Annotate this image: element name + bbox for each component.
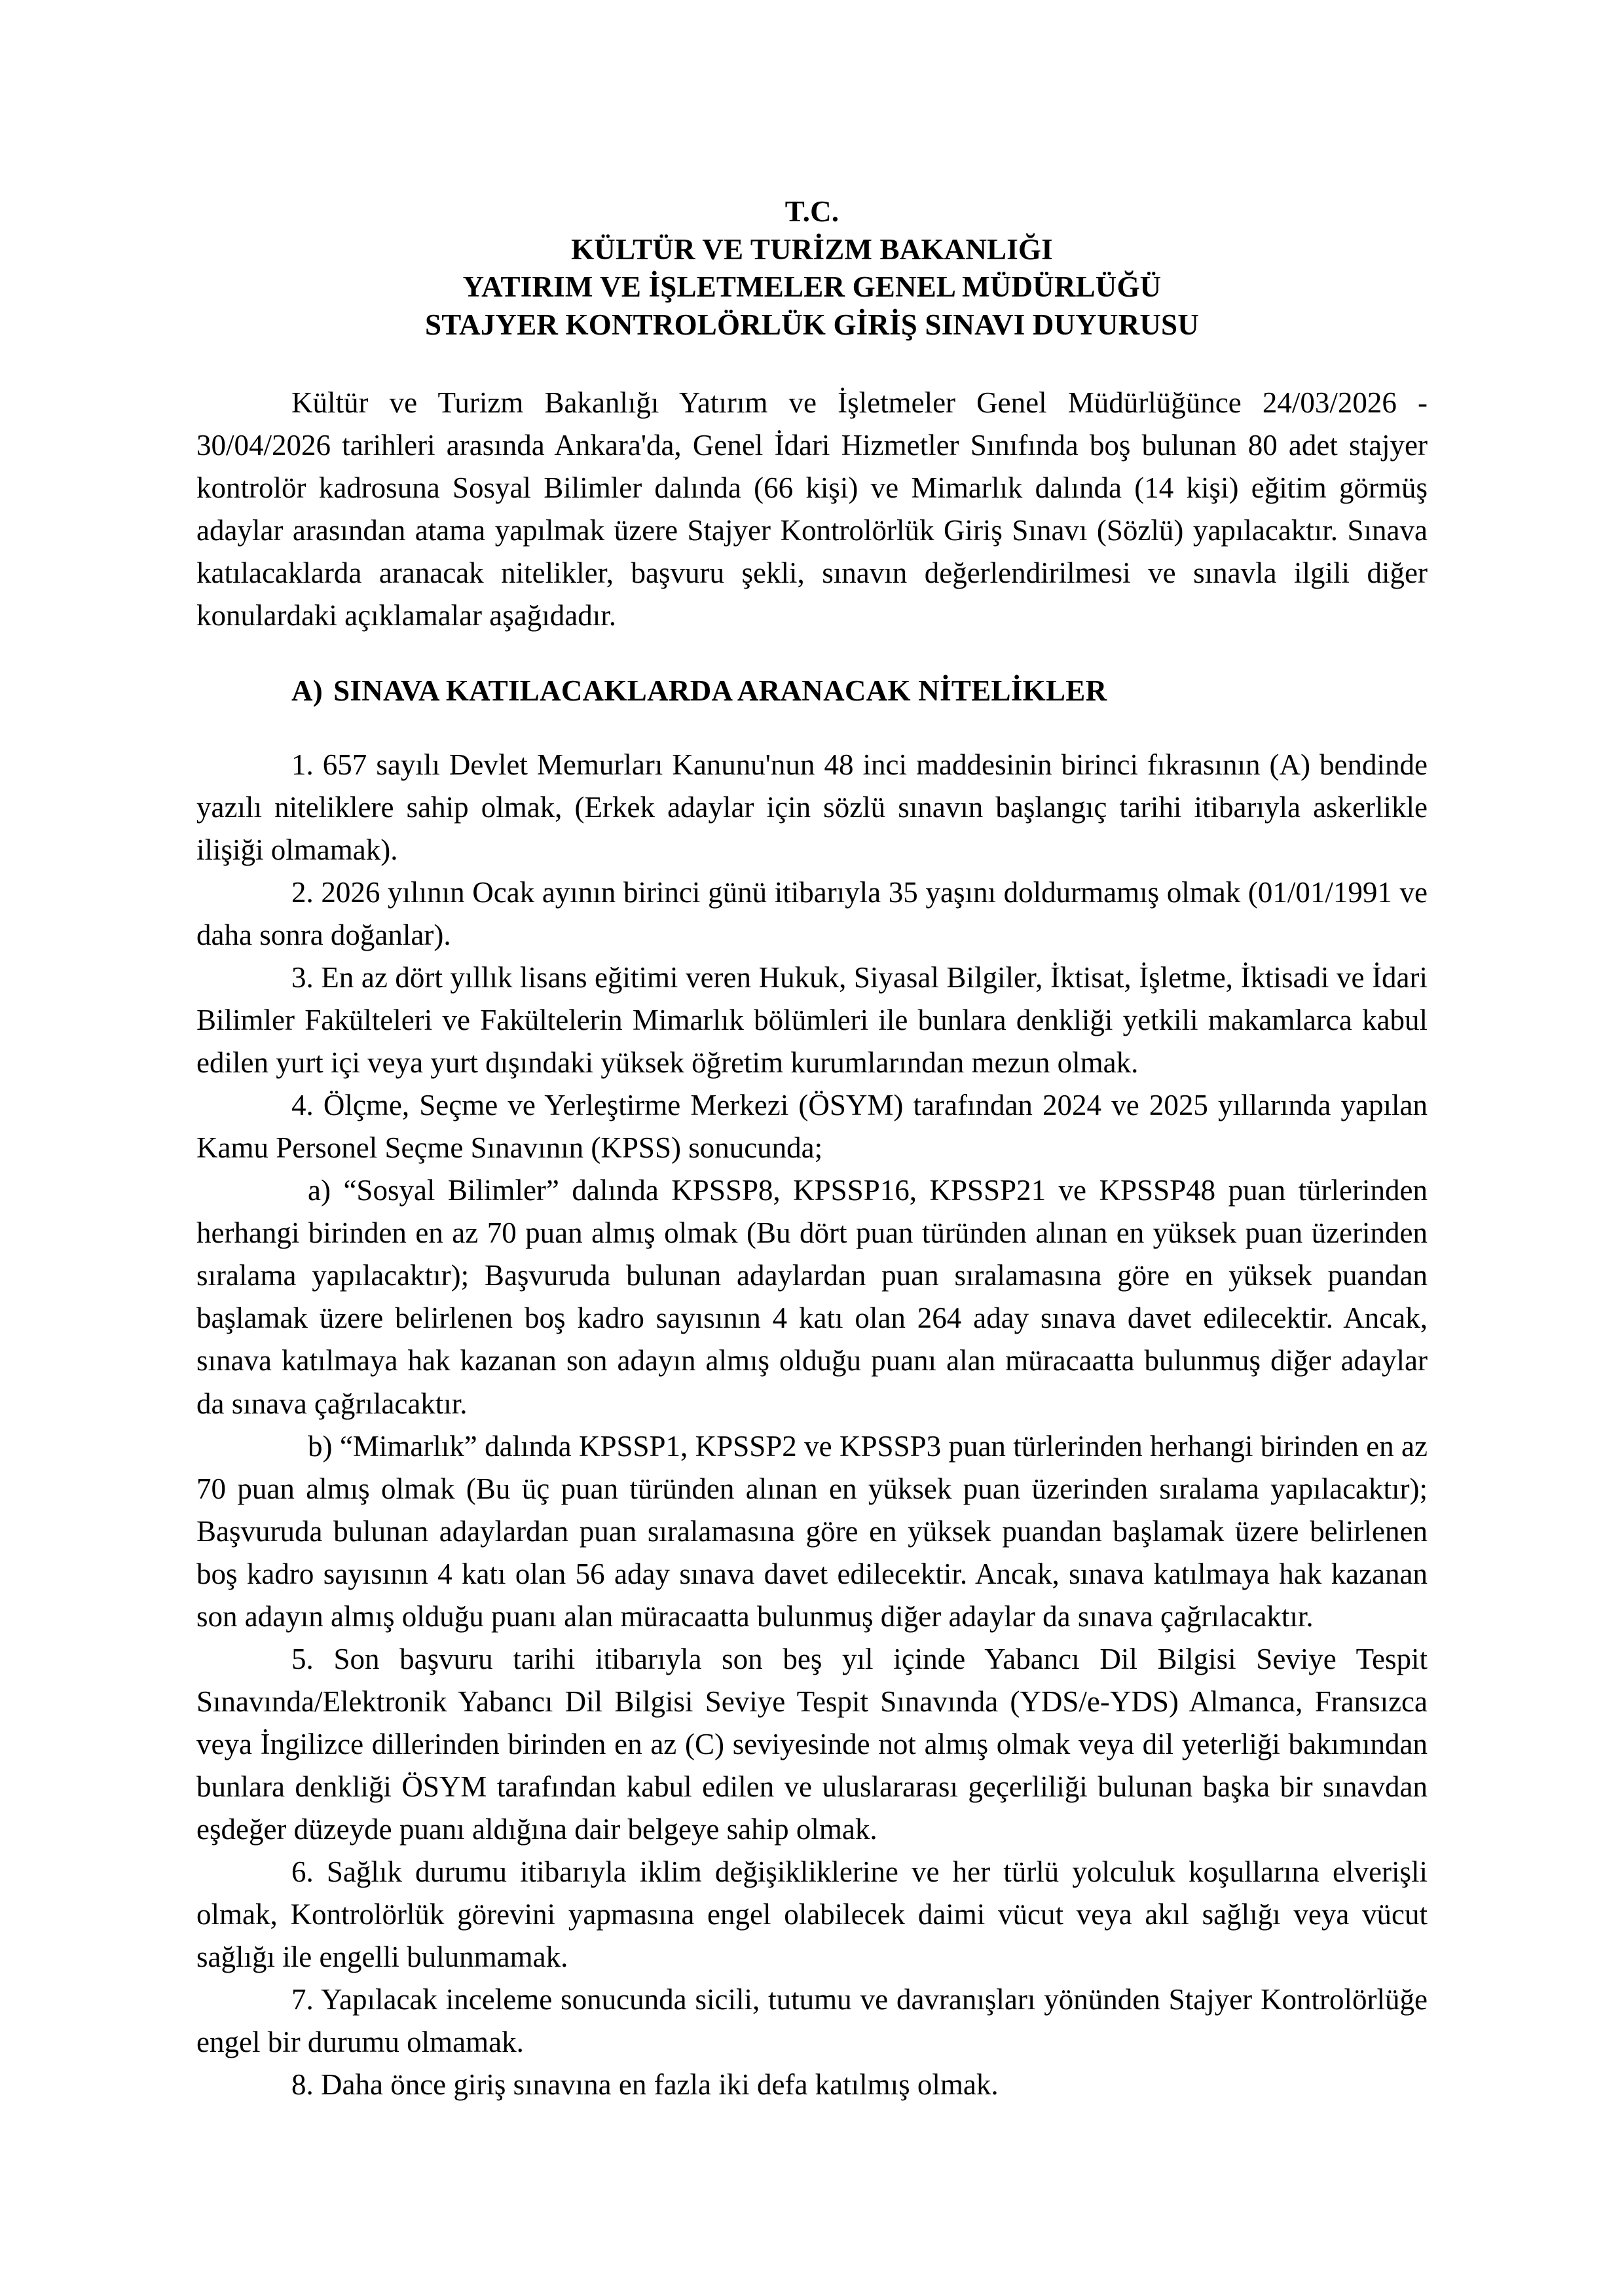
document-title-block — [196, 193, 1428, 344]
requirement-item-2: 2. 2026 yılının Ocak ayının birinci günü itibarıyla 35 yaşını doldurmamış olmak (01/01/1991 ve daha sonra doğanlar). — [196, 876, 1428, 952]
title-line-announcement: STAJYER KONTROLÖRLÜK GİRİŞ SINAVI DUYURUSU — [425, 308, 1199, 341]
requirement-item-1: 1. 657 sayılı Devlet Memurları Kanunu'nun 48 inci maddesinin birinci fıkrasının (A) bendinde yazılı niteliklere sahip olmak, (Erkek adaylar için sözlü sınavın başlangıç tarihi itibarıyla askerlikle ilişiği olmamak). — [196, 748, 1428, 867]
section-a-heading-text: SINAVA KATILACAKLARDA ARANACAK NİTELİKLER — [333, 674, 1107, 708]
requirement-item-4a: a) “Sosyal Bilimler” dalında KPSSP8, KPSSP16, KPSSP21 ve KPSSP48 puan türlerinden herhangi birinden en az 70 puan almış olmak (Bu dört puan türünden alınan en yüksek puan üzerinden sıralama yapılacaktır); Başvuruda bulunan adaylardan puan sıralamasına göre en yüksek puandan başlamak üzere belirlenen boş kadro sayısının 4 katı olan 264 aday sınava davet edilecektir. Ancak, sınava katılmaya hak kazanan son adayın almış olduğu puanı alan müracaatta bulunmuş diğer adaylar da sınava çağrılacaktır. — [196, 1174, 1428, 1420]
requirement-item-3: 3. En az dört yıllık lisans eğitimi veren Hukuk, Siyasal Bilgiler, İktisat, İşletme, İktisadi ve İdari Bilimler Fakülteleri ve Fakültelerin Mimarlık bölümleri ile bunlara denkliği yetkili makamlarca kabul edilen yurt içi veya yurt dışındaki yüksek öğretim kurumlarından mezun olmak. — [196, 961, 1428, 1080]
intro-paragraph: Kültür ve Turizm Bakanlığı Yatırım ve İşletmeler Genel Müdürlüğünce 24/03/2026 - 30/04/2026 tarihleri arasında Ankara'da, Genel İdari Hizmetler Sınıfında boş bulunan 80 adet stajyer kontrolör kadrosuna Sosyal Bilimler dalında (66 kişi) ve Mimarlık dalında (14 kişi) eğitim görmüş adaylar arasından atama yapılmak üzere Stajyer Kontrolörlük Giriş Sınavı (Sözlü) yapılacaktır. Sınava katılacaklarda aranacak nitelikler, başvuru şekli, sınavın değerlendirilmesi ve sınavla ilgili diğer konulardaki açıklamalar aşağıdadır. — [196, 386, 1428, 632]
requirement-item-4: 4. Ölçme, Seçme ve Yerleştirme Merkezi (ÖSYM) tarafından 2024 ve 2025 yıllarında yapılan Kamu Personel Seçme Sınavının (KPSS) sonucunda; — [196, 1089, 1428, 1165]
requirement-item-5: 5. Son başvuru tarihi itibarıyla son beş yıl içinde Yabancı Dil Bilgisi Seviye Tespit Sınavında/Elektronik Yabancı Dil Bilgisi Seviye Tespit Sınavında (YDS/e-YDS) Almanca, Fransızca veya İngilizce dillerinden birinden en az (C) seviyesinde not almış olmak veya dil yeterliği bakımından bunlara denkliği ÖSYM tarafından kabul edilen ve uluslararası geçerliliği bulunan başka bir sınavdan eşdeğer düzeyde puanı aldığına dair belgeye sahip olmak. — [196, 1642, 1428, 1846]
document-body — [196, 193, 1428, 2106]
requirement-item-4b: b) “Mimarlık” dalında KPSSP1, KPSSP2 ve KPSSP3 puan türlerinden herhangi birinden en az 70 puan almış olmak (Bu üç puan türünden alınan en yüksek puan üzerinden sıralama yapılacaktır); Başvuruda bulunan adaylardan puan sıralamasına göre en yüksek puandan başlamak üzere belirlenen boş kadro sayısının 4 katı olan 56 aday sınava davet edilecektir. Ancak, sınava katılmaya hak kazanan son adayın almış olduğu puanı alan müracaatta bulunmuş diğer adaylar da sınava çağrılacaktır. — [196, 1429, 1428, 1633]
requirement-item-6: 6. Sağlık durumu itibarıyla iklim değişikliklerine ve her türlü yolculuk koşullarına elverişli olmak, Kontrolörlük görevini yapmasına engel olabilecek daimi vücut veya akıl sağlığı veya vücut sağlığı ile engelli bulunmamak. — [196, 1855, 1428, 1973]
title-line-directorate: YATIRIM VE İŞLETMELER GENEL MÜDÜRLÜĞÜ — [462, 270, 1162, 304]
requirement-item-7: 7. Yapılacak inceleme sonucunda sicili, tutumu ve davranışları yönünden Stajyer Kontrolörlüğe engel bir durumu olmamak. — [196, 1982, 1428, 2058]
title-line-ministry: KÜLTÜR VE TURİZM BAKANLIĞI — [571, 232, 1053, 266]
title-line-republic: T.C. — [784, 195, 840, 228]
requirement-item-8: 8. Daha önce giriş sınavına en fazla iki defa katılmış olmak. — [291, 2068, 999, 2101]
section-a-items — [196, 744, 1428, 2106]
section-a-heading — [196, 670, 1428, 712]
section-a-letter: A) — [291, 674, 323, 708]
